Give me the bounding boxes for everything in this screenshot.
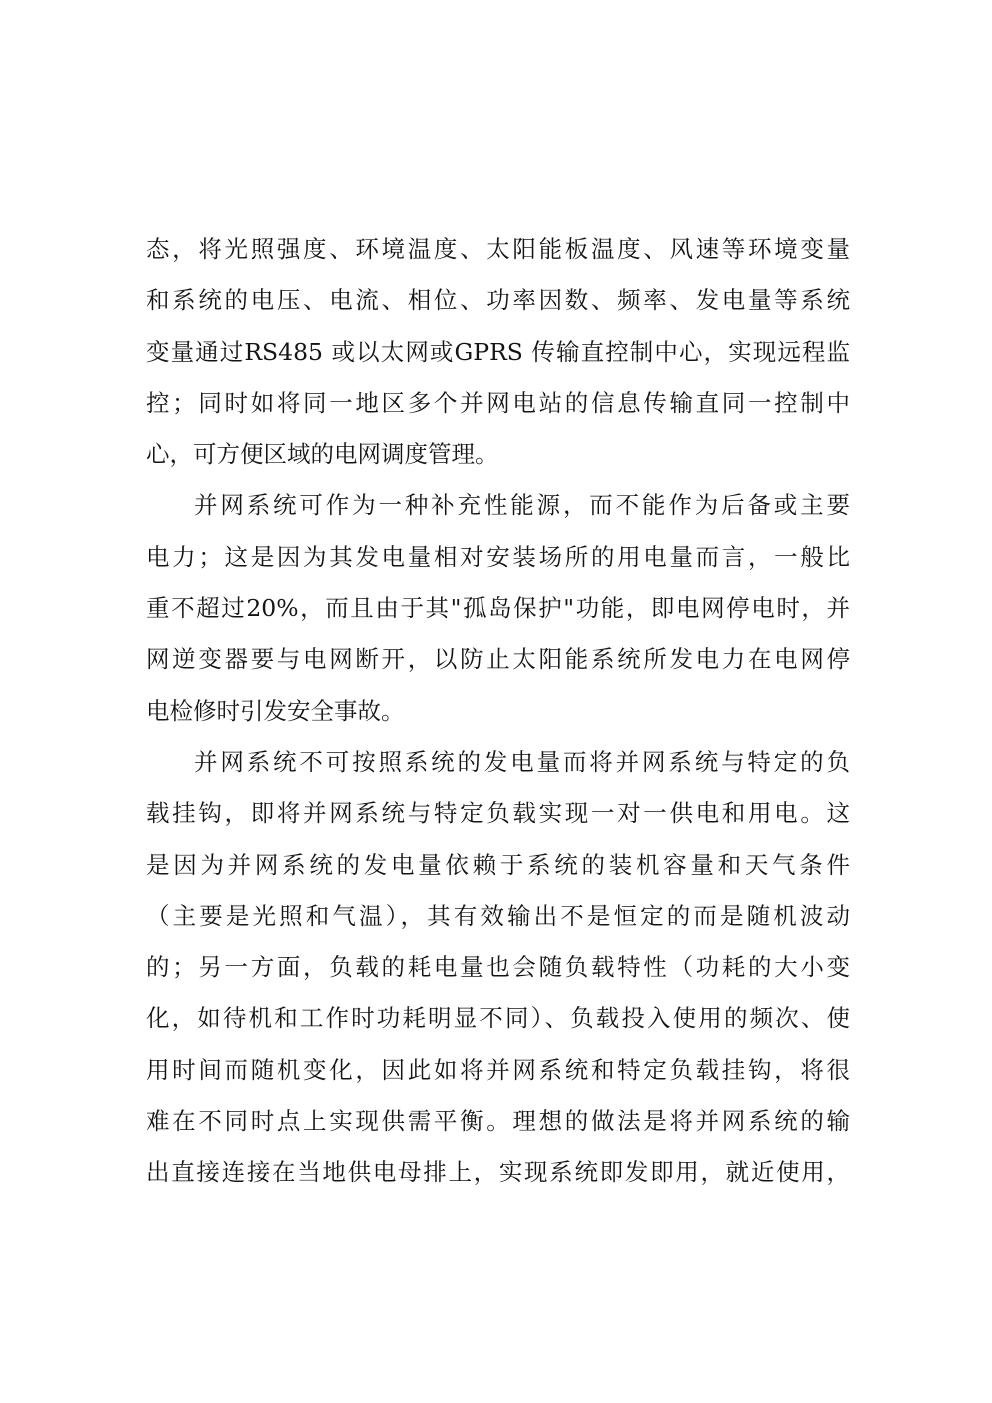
text-line: 出直接连接在当地供电母排上，实现系统即发即用，就近使用， [146, 1158, 850, 1187]
text-line: 心，可方便区域的电网调度管理。 [146, 440, 499, 469]
text-line: 是因为并网系统的发电量依赖于系统的装机容量和天气条件 [146, 850, 850, 879]
text-line: 化，如待机和工作时功耗明显不同）、负载投入使用的频次、使 [146, 1004, 850, 1033]
text-line: 控；同时如将同一地区多个并网电站的信息传输直同一控制中 [146, 388, 850, 417]
paragraph-first-line: 并网系统可作为一种补充性能源，而不能作为后备或主要 [194, 491, 850, 520]
text-line: 电力；这是因为其发电量相对安装场所的用电量而言，一般比 [146, 542, 850, 571]
text-line: 和系统的电压、电流、相位、功率因数、频率、发电量等系统 [146, 286, 850, 315]
text-line: 网逆变器要与电网断开，以防止太阳能系统所发电力在电网停 [146, 645, 850, 674]
text-line: 重不超过20%，而且由于其"孤岛保护"功能，即电网停电时，并 [146, 594, 850, 623]
text-line: 难在不同时点上实现供需平衡。理想的做法是将并网系统的输 [146, 1107, 850, 1136]
text-line: 电检修时引发安全事故。 [146, 696, 405, 725]
text-line: 变量通过RS485 或以太网或GPRS 传输直控制中心，实现远程监 [146, 337, 850, 366]
paragraph-first-line: 并网系统不可按照系统的发电量而将并网系统与特定的负 [194, 747, 850, 776]
text-line: 载挂钩，即将并网系统与特定负载实现一对一供电和用电。这 [146, 799, 850, 828]
text-line: （主要是光照和气温），其有效输出不是恒定的而是随机波动 [146, 901, 850, 930]
text-line: 用时间而随机变化，因此如将并网系统和特定负载挂钩，将很 [146, 1055, 850, 1084]
text-line: 态，将光照强度、环境温度、太阳能板温度、风速等环境变量 [146, 235, 850, 263]
body-text [146, 224, 850, 1199]
text-line: 的；另一方面，负载的耗电量也会随负载特性（功耗的大小变 [146, 953, 850, 982]
